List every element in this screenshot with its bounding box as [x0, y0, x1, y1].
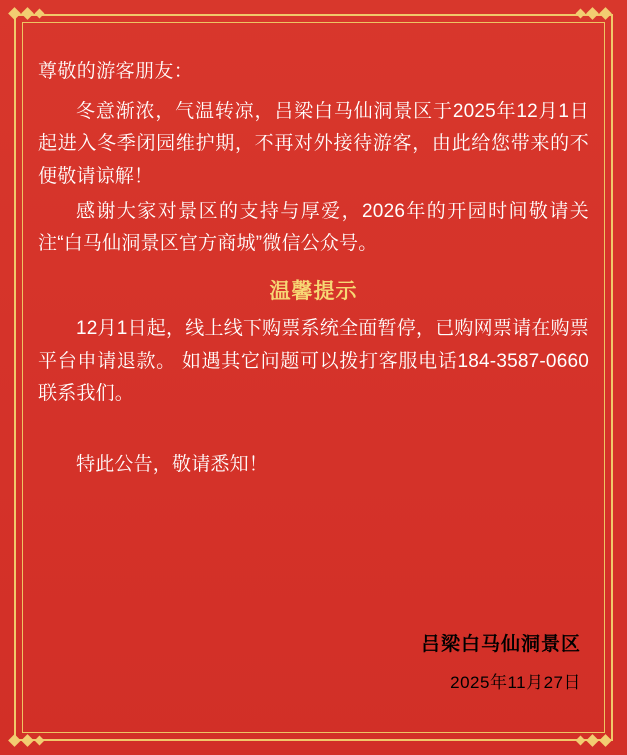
- signature-block: [421, 629, 581, 693]
- tip-paragraph-1: 12月1日起，线上线下购票系统全面暂停，已购网票请在购票平台申请退款。 如遇其它问题可以拨打客服电话184-3587-0660联系我们。: [38, 317, 589, 405]
- announcement-paragraph-2: 感谢大家对景区的支持与厚爱，2026年的开园时间敬请关注“白马仙洞景区官方商城”微信公众号。: [38, 200, 589, 255]
- signature-date: 2025年11月27日: [450, 673, 581, 692]
- salutation: 尊敬的游客朋友：: [38, 61, 194, 82]
- announcement-paragraph-1: 冬意渐浓，气温转凉，吕梁白马仙洞景区于2025年12月1日起进入冬季闭园维护期，不再对外接待游客，由此给您带来的不便敬请谅解！: [38, 100, 589, 187]
- tip-section-title: 温馨提示: [269, 279, 358, 303]
- signature-organization: 吕梁白马仙洞景区: [420, 634, 581, 655]
- closing-statement: 特此公告，敬请悉知！: [76, 453, 269, 475]
